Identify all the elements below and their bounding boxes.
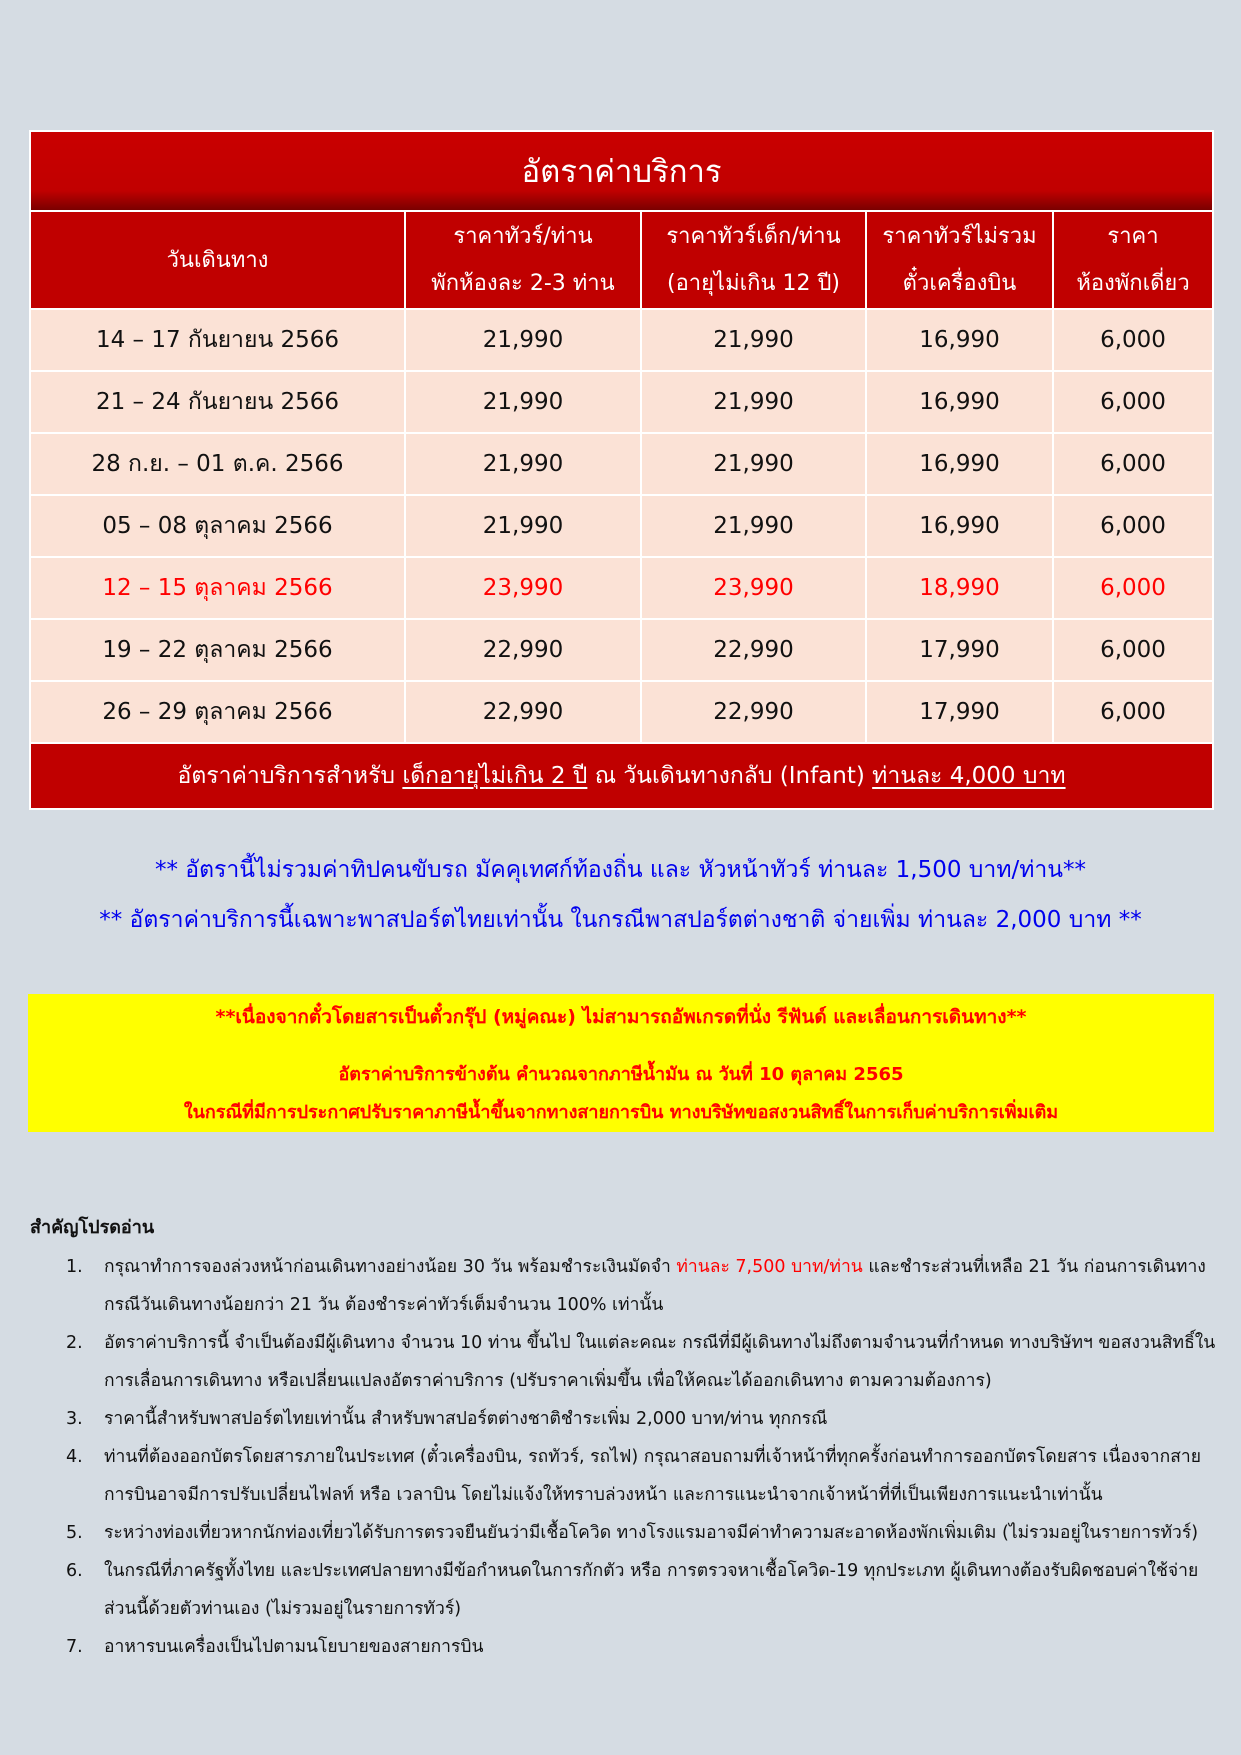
cell-no-ticket: 16,990	[866, 309, 1053, 371]
cell-single: 6,000	[1053, 557, 1213, 619]
cell-single: 6,000	[1053, 619, 1213, 681]
cell-adult: 21,990	[405, 309, 641, 371]
header-child-price: ราคาทัวร์เด็ก/ท่าน (อายุไม่เกิน 12 ปี)	[641, 211, 866, 309]
table-title: อัตราค่าบริการ	[30, 131, 1213, 211]
cell-no-ticket: 17,990	[866, 619, 1053, 681]
cell-adult: 21,990	[405, 371, 641, 433]
cell-adult: 21,990	[405, 495, 641, 557]
cell-adult: 21,990	[405, 433, 641, 495]
cell-date: 28 ก.ย. – 01 ต.ค. 2566	[30, 433, 405, 495]
note-tip: ** อัตรานี้ไม่รวมค่าทิปคนขับรถ มัคคุเทศก์ท้องถิ่น และ หัวหน้าทัวร์ ท่านละ 1,500 บาท/ท่าน**	[154, 857, 1087, 883]
cell-date: 26 – 29 ตุลาคม 2566	[30, 681, 405, 743]
cell-single: 6,000	[1053, 309, 1213, 371]
fuel-notice: อัตราค่าบริการข้างต้น คำนวณจากภาษีน้ำมัน ณ วันที่ 10 ตุลาคม 2565	[338, 1064, 904, 1085]
list-item: 6. ในกรณีที่ภาครัฐทั้งไทย และประเทศปลายทางมีข้อกำหนดในการกักตัว หรือ การตรวจหาเชื้อโควิด-19 ทุกประเภท ผู้เดินทางต้องรับผิดชอบค่าใช้จ่ายส่วนนี้ด้วยตัวท่านเอง (ไม่รวมอยู่ในรายการทัวร์)	[66, 1561, 1199, 1619]
cell-adult: 22,990	[405, 619, 641, 681]
cell-adult: 22,990	[405, 681, 641, 743]
cell-child: 21,990	[641, 309, 866, 371]
cell-child: 23,990	[641, 557, 866, 619]
cell-single: 6,000	[1053, 681, 1213, 743]
cell-date: 21 – 24 กันยายน 2566	[30, 371, 405, 433]
cell-single: 6,000	[1053, 433, 1213, 495]
fuel-adjust-notice: ในกรณีที่มีการประกาศปรับราคาภาษีน้ำขึ้นจากทางสายการบิน ทางบริษัทขอสงวนสิทธิ์ในการเก็บค่าบริการเพิ่มเติม	[183, 1102, 1059, 1123]
table-row	[30, 309, 1213, 371]
table-row	[30, 433, 1213, 495]
cell-child: 22,990	[641, 619, 866, 681]
cell-child: 22,990	[641, 681, 866, 743]
cell-date: 12 – 15 ตุลาคม 2566	[30, 557, 405, 619]
list-item: 4. ท่านที่ต้องออกบัตรโดยสารภายในประเทศ (ตั๋วเครื่องบิน, รถทัวร์, รถไฟ) กรุณาสอบถามที่เจ้าหน้าที่ทุกครั้งก่อนทำการออกบัตรโดยสาร เนื่องจากสายการบินอาจมีการปรับเปลี่ยนไฟลท์ หรือ เวลาบิน โดยไม่แจ้งให้ทราบล่วงหน้า และการแนะนำจากเจ้าหน้าที่ที่เป็นเพียงการแนะนำเท่านั้น	[66, 1447, 1201, 1505]
important-title: สำคัญโปรดอ่าน	[30, 1217, 155, 1238]
cell-no-ticket: 16,990	[866, 433, 1053, 495]
infant-note: อัตราค่าบริการสำหรับ เด็กอายุไม่เกิน 2 ปี ณ วันเดินทางกลับ (Infant) ท่านละ 4,000 บาท	[30, 743, 1213, 809]
table-row	[30, 495, 1213, 557]
header-single-room: ราคา ห้องพักเดี่ยว	[1053, 211, 1213, 309]
note-passport: ** อัตราค่าบริการนี้เฉพาะพาสปอร์ตไทยเท่านั้น ในกรณีพาสปอร์ตต่างชาติ จ่ายเพิ่ม ท่านละ 2,000 บาท **	[99, 907, 1142, 933]
header-date: วันเดินทาง	[30, 211, 405, 309]
cell-single: 6,000	[1053, 371, 1213, 433]
table-row-highlight	[30, 557, 1213, 619]
cell-no-ticket: 16,990	[866, 495, 1053, 557]
cell-date: 19 – 22 ตุลาคม 2566	[30, 619, 405, 681]
cell-no-ticket: 18,990	[866, 557, 1053, 619]
cell-child: 21,990	[641, 433, 866, 495]
list-item: 5. ระหว่างท่องเที่ยวหากนักท่องเที่ยวได้รับการตรวจยืนยันว่ามีเชื้อโควิด ทางโรงแรมอาจมีค่าทำความสะอาดห้องพักเพิ่มเติม (ไม่รวมอยู่ในรายการทัวร์)	[66, 1523, 1199, 1543]
infant-age-text: เด็กอายุไม่เกิน 2 ปี	[402, 763, 588, 789]
important-list	[60, 1248, 1220, 1666]
cell-date: 05 – 08 ตุลาคม 2566	[30, 495, 405, 557]
price-table	[29, 130, 1214, 810]
cell-child: 21,990	[641, 371, 866, 433]
table-row	[30, 371, 1213, 433]
cell-adult: 23,990	[405, 557, 641, 619]
cell-child: 21,990	[641, 495, 866, 557]
cell-no-ticket: 17,990	[866, 681, 1053, 743]
table-row	[30, 619, 1213, 681]
header-adult-price: ราคาทัวร์/ท่าน พักห้องละ 2-3 ท่าน	[405, 211, 641, 309]
list-item: 3. ราคานี้สำหรับพาสปอร์ตไทยเท่านั้น สำหรับพาสปอร์ตต่างชาติชำระเพิ่ม 2,000 บาท/ท่าน ทุกกรณี	[66, 1409, 828, 1429]
ticket-notice: **เนื่องจากตั๋วโดยสารเป็นตั๋วกรุ๊ป (หมู่คณะ) ไม่สามารถอัพเกรดที่นั่ง รีฟันด์ และเลื่อนการเดินทาง**	[215, 1006, 1027, 1028]
infant-row	[30, 743, 1213, 809]
infant-price-text: ท่านละ 4,000 บาท	[872, 763, 1066, 789]
ticket-notice-box	[28, 994, 1214, 1132]
deposit-amount: ท่านละ 7,500 บาท/ท่าน	[676, 1257, 863, 1277]
table-header-row	[30, 211, 1213, 309]
list-item: 1. กรุณาทำการจองล่วงหน้าก่อนเดินทางอย่างน้อย 30 วัน พร้อมชำระเงินมัดจำ ท่านละ 7,500 บาท/ท่าน และชำระส่วนที่เหลือ 21 วัน ก่อนการเดินทาง กรณีวันเดินทางน้อยกว่า 21 วัน ต้องชำระค่าทัวร์เต็มจำนวน 100% เท่านั้น	[66, 1257, 1206, 1315]
header-no-ticket-price: ราคาทัวร์ไม่รวม ตั๋วเครื่องบิน	[866, 211, 1053, 309]
list-item: 7. อาหารบนเครื่องเป็นไปตามนโยบายของสายการบิน	[66, 1637, 484, 1657]
cell-no-ticket: 16,990	[866, 371, 1053, 433]
cell-single: 6,000	[1053, 495, 1213, 557]
cell-date: 14 – 17 กันยายน 2566	[30, 309, 405, 371]
list-item: 2. อัตราค่าบริการนี้ จำเป็นต้องมีผู้เดินทาง จำนวน 10 ท่าน ขึ้นไป ในแต่ละคณะ กรณีที่มีผู้เดินทางไม่ถึงตามจำนวนที่กำหนด ทางบริษัทฯ ขอสงวนสิทธิ์ในการเลื่อนการเดินทาง หรือเปลี่ยนแปลงอัตราค่าบริการ (ปรับราคาเพิ่มขึ้น เพื่อให้คณะได้ออกเดินทาง ตามความต้องการ)	[66, 1333, 1216, 1391]
table-row	[30, 681, 1213, 743]
